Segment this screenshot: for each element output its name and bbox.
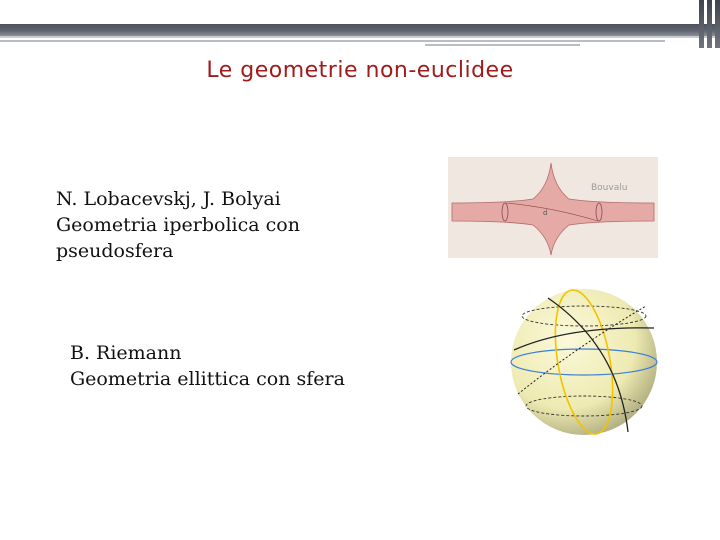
corner-stripe	[707, 0, 712, 48]
lobachevsky-text-block	[56, 186, 300, 264]
corner-stripe	[699, 0, 704, 48]
text-line: Geometria iperbolica con	[56, 214, 300, 236]
slide-title: Le geometrie non-euclidee	[206, 58, 514, 83]
header-accent-line	[425, 44, 580, 46]
image-caption: Bouvalu	[591, 183, 628, 193]
axis-label: d	[543, 209, 548, 217]
header-divider	[0, 36, 720, 38]
riemann-text-block	[70, 340, 345, 392]
text-line: B. Riemann	[70, 342, 182, 364]
header-bar	[0, 24, 720, 36]
pseudosphere-image	[448, 157, 658, 258]
sphere-image	[508, 286, 660, 438]
header-accent-line	[0, 40, 665, 42]
corner-decoration	[686, 0, 720, 48]
text-line: pseudosfera	[56, 240, 174, 262]
text-line: Geometria ellittica con sfera	[70, 368, 345, 390]
corner-stripe	[715, 0, 720, 48]
text-line: N. Lobacevskj, J. Bolyai	[56, 188, 281, 210]
sphere-surface	[511, 289, 657, 435]
